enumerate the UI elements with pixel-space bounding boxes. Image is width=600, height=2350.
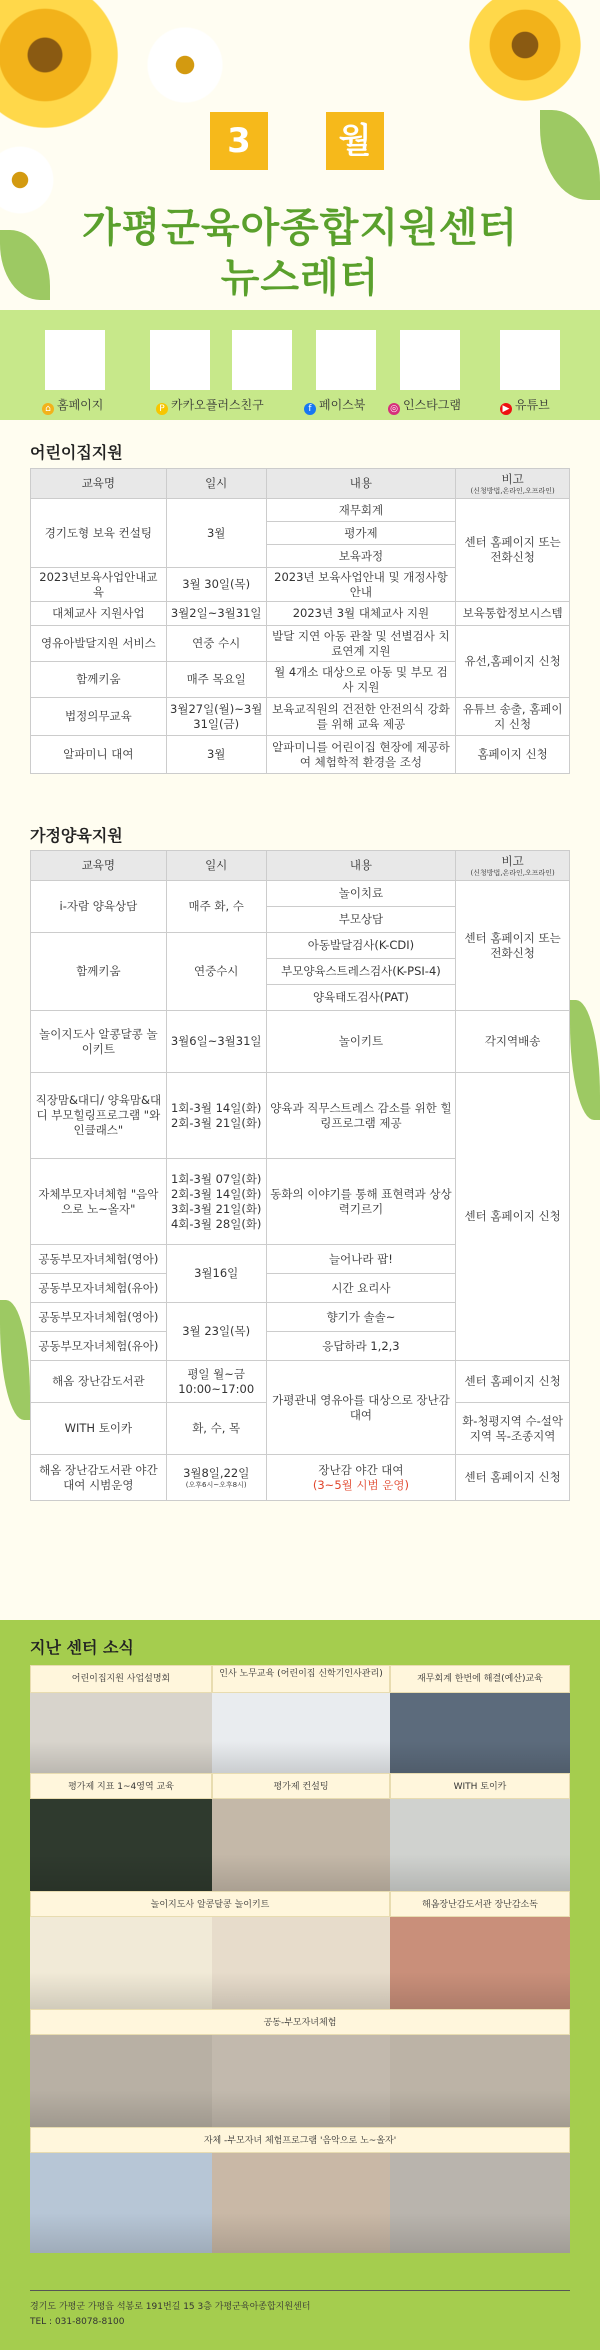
instagram-link[interactable]: ◎ 인스타그램 <box>388 396 461 415</box>
table-cell: 공동부모자녀체험(영아) <box>31 1245 167 1274</box>
footer-divider <box>30 2290 570 2291</box>
table-cell: 유선,홈페이지 신청 <box>456 626 570 698</box>
col-header: 일시 <box>166 851 266 881</box>
table-cell: 공동부모자녀체험(유아) <box>31 1274 167 1303</box>
table-cell: 1회-3월 07일(화) 2회-3월 14일(화) 3회-3월 21일(화) 4회-3월 28일(화) <box>166 1159 266 1245</box>
table-cell: 경기도형 보육 컨설팅 <box>31 499 167 568</box>
photo <box>30 1693 212 1773</box>
table-cell: 월 4개소 대상으로 아동 및 부모 검사 지원 <box>266 662 456 698</box>
table-cell: 3월 30일(목) <box>166 568 266 602</box>
table-cell: 3월8일,22일 (오후6시~오후8시) <box>166 1455 266 1501</box>
photo <box>390 2035 570 2127</box>
table-cell: 양육과 직무스트레스 감소를 위한 힐링프로그램 제공 <box>266 1073 456 1159</box>
photo-caption: 평가제 컨설팅 <box>212 1773 390 1799</box>
table-cell: 각지역배송 <box>456 1011 570 1073</box>
table-cell: 센터 홈페이지 또는 전화신청 <box>456 881 570 1011</box>
kakao-qr-code[interactable] <box>150 330 210 390</box>
section-title-home-care: 가정양육지원 <box>30 826 123 845</box>
table-cell: 놀이키트 <box>266 1011 456 1073</box>
facebook-link[interactable]: f 페이스북 <box>304 396 365 415</box>
table-cell: 영유아발달지원 서비스 <box>31 626 167 662</box>
table-cell: 향기가 솔솔~ <box>266 1303 456 1332</box>
photo <box>212 1693 390 1773</box>
photo <box>30 1799 212 1891</box>
table-cell: 3월16일 <box>166 1245 266 1303</box>
table-cell: 3월 <box>166 499 266 568</box>
table-cell: 센터 홈페이지 신청 <box>456 1361 570 1403</box>
table-cell: 대체교사 지원사업 <box>31 602 167 626</box>
table-cell: 응답하라 1,2,3 <box>266 1332 456 1361</box>
table-cell: 아동발달검사(K-CDI) <box>266 933 456 959</box>
photo-caption: 놀이지도사 알콩달콩 놀이키트 <box>30 1891 390 1917</box>
table-cell: 부모상담 <box>266 907 456 933</box>
photo <box>212 1917 390 2009</box>
table-cell: 3월 <box>166 736 266 774</box>
daisy-decoration <box>140 20 230 110</box>
month-word: 월 <box>326 112 384 170</box>
leaf-decoration <box>0 1300 30 1420</box>
table-cell: 화, 수, 목 <box>166 1403 266 1455</box>
table-cell: 2023년보육사업안내교육 <box>31 568 167 602</box>
month-number: 3 <box>210 112 268 170</box>
table-cell: 화-청평지역 수-설악지역 목-조종지역 <box>456 1403 570 1455</box>
table-cell: 2023년 보육사업안내 및 개정사항 안내 <box>266 568 456 602</box>
table-cell: 발달 지연 아동 관찰 및 선별검사 치료연계 지원 <box>266 626 456 662</box>
table-cell: 장난감 야간 대여 (3~5월 시범 운영) <box>266 1455 456 1501</box>
footer <box>30 2300 310 2330</box>
table-cell: 부모양육스트레스검사(K-PSI-4) <box>266 959 456 985</box>
leaf-decoration <box>570 1000 600 1120</box>
table-cell: 공동부모자녀체험(영아) <box>31 1303 167 1332</box>
table-cell: 유튜브 송출, 홈페이지 신청 <box>456 698 570 736</box>
table-cell: 알파미니 대여 <box>31 736 167 774</box>
table-cell: 보육통합정보시스템 <box>456 602 570 626</box>
instagram-icon: ◎ <box>388 403 400 415</box>
photo <box>390 1799 570 1891</box>
table-cell: 가평관내 영유아를 대상으로 장난감 대여 <box>266 1361 456 1455</box>
table-cell: 동화의 이야기를 통해 표현력과 상상력기르기 <box>266 1159 456 1245</box>
photo <box>212 1799 390 1891</box>
photo-caption: 공동-부모자녀체험 <box>30 2009 570 2035</box>
table-cell: WITH 토이카 <box>31 1403 167 1455</box>
table-cell: 재무회계 <box>266 499 456 522</box>
facebook-qr-code[interactable] <box>316 330 376 390</box>
table-cell: 직장맘&대디/ 양육맘&대디 부모힐링프로그램 "와인클래스" <box>31 1073 167 1159</box>
sunflower-decoration <box>460 0 590 110</box>
table-cell: 놀이치료 <box>266 881 456 907</box>
table-cell: 연중 수시 <box>166 626 266 662</box>
col-header: 내용 <box>266 469 456 499</box>
table-cell: 센터 홈페이지 신청 <box>456 1073 570 1361</box>
section-title-news: 지난 센터 소식 <box>30 1638 134 1657</box>
photo <box>30 2035 212 2127</box>
col-header: 비고 (신청방법,온라인,오프라인) <box>456 851 570 881</box>
table-cell: 양육태도검사(PAT) <box>266 985 456 1011</box>
youtube-link[interactable]: ▶ 유튜브 <box>500 396 550 415</box>
photo <box>390 1693 570 1773</box>
col-header: 내용 <box>266 851 456 881</box>
table-cell: 보육과정 <box>266 545 456 568</box>
photo <box>212 2153 390 2253</box>
table-cell: 매주 목요일 <box>166 662 266 698</box>
youtube-qr-code[interactable] <box>500 330 560 390</box>
table-cell: 보육교직원의 건전한 안전의식 강화를 위해 교육 제공 <box>266 698 456 736</box>
kakao-icon: P <box>156 403 168 415</box>
photo-caption: 재무회계 한번에 해결(예산)교육 <box>390 1665 570 1693</box>
table-cell: 3월2일~3월31일 <box>166 602 266 626</box>
photo-caption: 자체 -부모자녀 체험프로그램 '음악으로 노~올자' <box>30 2127 570 2153</box>
sunflower-decoration <box>0 0 130 140</box>
youtube-icon: ▶ <box>500 403 512 415</box>
photo-caption: 평가제 지표 1~4영역 교육 <box>30 1773 212 1799</box>
table-cell: 알파미니를 어린이집 현장에 제공하여 체험학적 환경을 조성 <box>266 736 456 774</box>
photo <box>212 2035 390 2127</box>
footer-tel: TEL : 031-8078-8100 <box>30 2317 125 2327</box>
homepage-link[interactable]: ⌂ 홈페이지 <box>42 396 103 415</box>
table-cell: 센터 홈페이지 또는 전화신청 <box>456 499 570 602</box>
photo <box>390 2153 570 2253</box>
facebook-icon: f <box>304 403 316 415</box>
table-cell: 연중수시 <box>166 933 266 1011</box>
table-cell: 늘어나라 팝! <box>266 1245 456 1274</box>
newsletter-org-title: 가평군육아종합지원센터 <box>81 205 519 251</box>
newsletter-title: 뉴스레터 <box>220 255 380 301</box>
table-cell: 법정의무교육 <box>31 698 167 736</box>
home-care-support-table <box>30 850 570 1501</box>
col-header: 교육명 <box>31 851 167 881</box>
daycare-support-table <box>30 468 570 774</box>
table-cell: 2023년 3월 대체교사 지원 <box>266 602 456 626</box>
homepage-qr-code[interactable] <box>45 330 105 390</box>
table-cell: 매주 화, 수 <box>166 881 266 933</box>
table-cell: 함께키움 <box>31 662 167 698</box>
col-header: 일시 <box>166 469 266 499</box>
photo-caption: WITH 토이카 <box>390 1773 570 1799</box>
col-header: 비고 (신청방법,온라인,오프라인) <box>456 469 570 499</box>
footer-address: 경기도 가평군 가평읍 석봉로 191번길 15 3층 가평군육아종합지원센터 <box>30 2302 311 2312</box>
table-cell: 평가제 <box>266 522 456 545</box>
photo <box>30 1917 212 2009</box>
photo-caption: 인사 노무교육 (어린이집 신학기인사관리) <box>212 1665 390 1693</box>
table-cell: 평일 월~금 10:00~17:00 <box>166 1361 266 1403</box>
table-header-row <box>31 469 570 499</box>
table-header-row <box>31 851 570 881</box>
table-cell: 해옴 장난감도서관 야간대여 시범운영 <box>31 1455 167 1501</box>
kakao-link[interactable]: P 카카오플러스친구 <box>156 396 264 415</box>
leaf-decoration <box>540 110 600 200</box>
table-cell: 3월6일~3월31일 <box>166 1011 266 1073</box>
header <box>0 0 600 310</box>
col-header: 교육명 <box>31 469 167 499</box>
table-cell: 자체부모자녀체험 "음악으로 노~올자" <box>31 1159 167 1245</box>
section-title-daycare: 어린이집지원 <box>30 443 123 462</box>
table-cell: 3월 23일(목) <box>166 1303 266 1361</box>
table-cell: 공동부모자녀체험(유아) <box>31 1332 167 1361</box>
photo <box>30 2153 212 2253</box>
photo-caption: 해옴장난감도서관 장난감소독 <box>390 1891 570 1917</box>
table-cell: 3월27일(월)~3월31일(금) <box>166 698 266 736</box>
table-cell: 홈페이지 신청 <box>456 736 570 774</box>
photo-caption: 어린이집지원 사업설명회 <box>30 1665 212 1693</box>
table-cell: 해옴 장난감도서관 <box>31 1361 167 1403</box>
kakao-qr-code-2[interactable] <box>232 330 292 390</box>
table-cell: 1회-3월 14일(화) 2회-3월 21일(화) <box>166 1073 266 1159</box>
table-cell: 시간 요리사 <box>266 1274 456 1303</box>
photo <box>390 1917 570 2009</box>
table-cell: 놀이지도사 알콩달콩 놀이키트 <box>31 1011 167 1073</box>
home-icon: ⌂ <box>42 403 54 415</box>
table-cell: i-자람 양육상담 <box>31 881 167 933</box>
instagram-qr-code[interactable] <box>400 330 460 390</box>
table-cell: 함께키움 <box>31 933 167 1011</box>
table-cell: 센터 홈페이지 신청 <box>456 1455 570 1501</box>
